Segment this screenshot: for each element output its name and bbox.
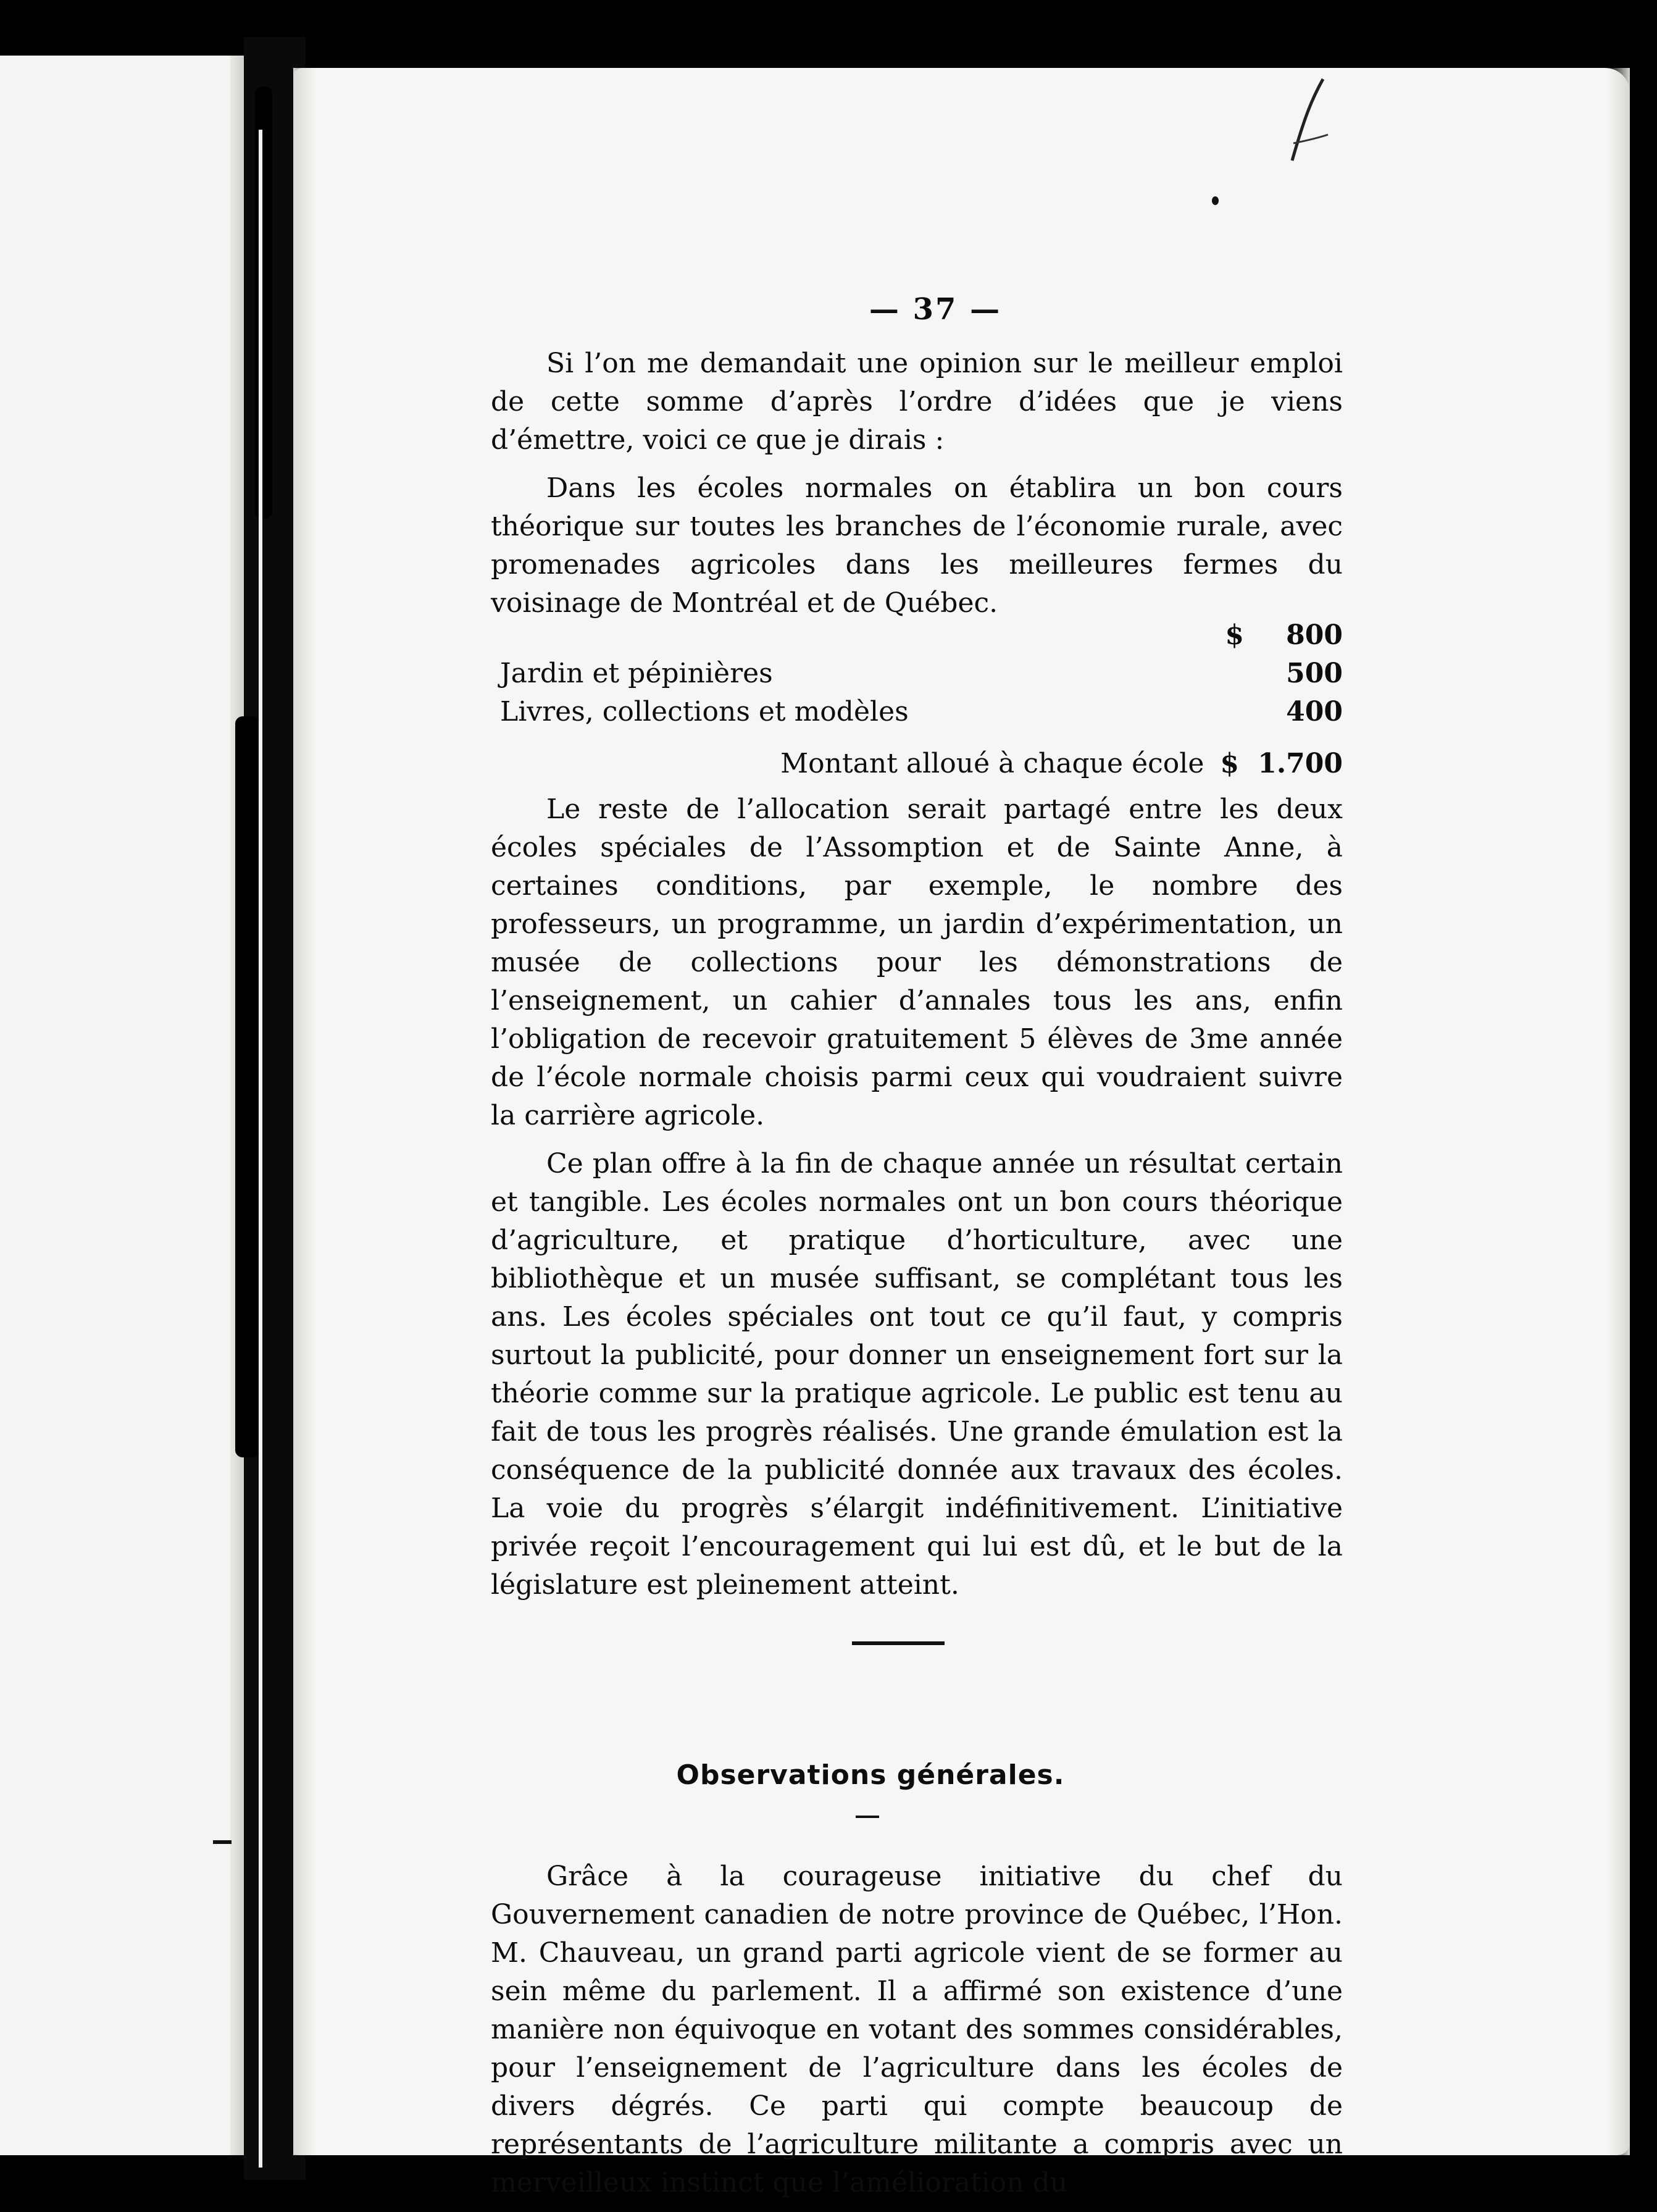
budget-amount: 800 [1286,619,1343,651]
budget-amount: 400 [1286,696,1343,727]
page-body [491,290,1343,2212]
budget-amount: 500 [1286,658,1343,689]
previous-page [0,56,244,2155]
page-right-shade [1608,68,1630,2155]
gutter-edge-line [259,130,262,2168]
paragraph: Si l’on me demandait une opinion sur le meilleur emploi de cette somme d’après l’ordre d’idées que je viens d’émettre, voici ce que je dirais : [491,348,1343,456]
budget-row [491,655,1343,693]
torn-edge [235,716,260,1457]
paragraph: Grâce à la courageuse initiative du chef du Gouvernement canadien de notre province de Québec, l’Hon. M. Chauveau, un grand parti agricole vient de se former au sein même du parlement. Il a affirmé son existence d’une manière non équivoque en votant des sommes considérables, pour l’enseignement de l’agriculture dans les écoles de divers dégrés. Ce parti qui compte beaucoup de représentants de l’agriculture militante a compris avec un merveilleux instinct que l’amélioration du [491,1861,1343,2198]
budget-table [491,616,1343,783]
budget-row [491,693,1343,731]
section-divider [852,1641,945,1645]
budget-total-label: Montant alloué à chaque école [780,748,1204,779]
paragraph: Dans les écoles normales on établira un bon cours théorique sur toutes les branches de l’économie rurale, avec promenades agricoles dans les meilleures fermes du voisinage de Montréal et de Québec. [491,472,1343,619]
page-left-shade [293,68,315,2155]
ink-spot [1212,196,1219,205]
section-heading: Observations générales. [676,1759,1065,1791]
torn-edge [255,86,272,519]
page-number: — 37 — [869,292,1002,327]
pencil-mark-icon [1287,74,1330,167]
budget-total-amount: 1.700 [1258,748,1343,779]
budget-label: Jardin et pépinières [500,658,773,689]
paragraph: Ce plan offre à la fin de chaque année un résultat certain et tangible. Les écoles normales ont un bon cours théorique d’agriculture, et pratique d’horticulture, avec une bibliothèque et un musée suffisant, se complétant tous les ans. Les écoles spéciales ont tout ce qu’il faut, y compris surtout la publicité, pour donner un enseignement fort sur la théorie comme sur la pratique agricole. Le public est tenu au fait de tous les progrès réalisés. Une grande émulation est la conséquence de la publicité donnée aux travaux des écoles. La voie du progrès s’élargit indéfinitivement. L’initiative privée reçoit l’encouragement qui lui est dû, et le but de la législature est pleinement atteint. [491,1148,1343,1601]
budget-total [491,745,1343,783]
currency-sign: $ [1220,748,1239,779]
budget-label: Livres, collections et modèles [500,696,909,727]
heading-dash [856,1816,879,1818]
binding-tick [213,1840,232,1844]
currency-sign: $ [1225,619,1244,651]
paragraph: Le reste de l’allocation serait partagé entre les deux écoles spéciales de l’Assomption et de Sainte Anne, à certaines conditions, par exemple, le nombre des professeurs, un programme, un jardin d’expérimentation, un musée de collections pour les démonstrations de l’enseignement, un cahier d’annales tous les ans, enfin l’obligation de recevoir gratuitement 5 élèves de 3me année de l’école normale choisis parmi ceux qui voudraient suivre la carrière agricole. [491,794,1343,1131]
